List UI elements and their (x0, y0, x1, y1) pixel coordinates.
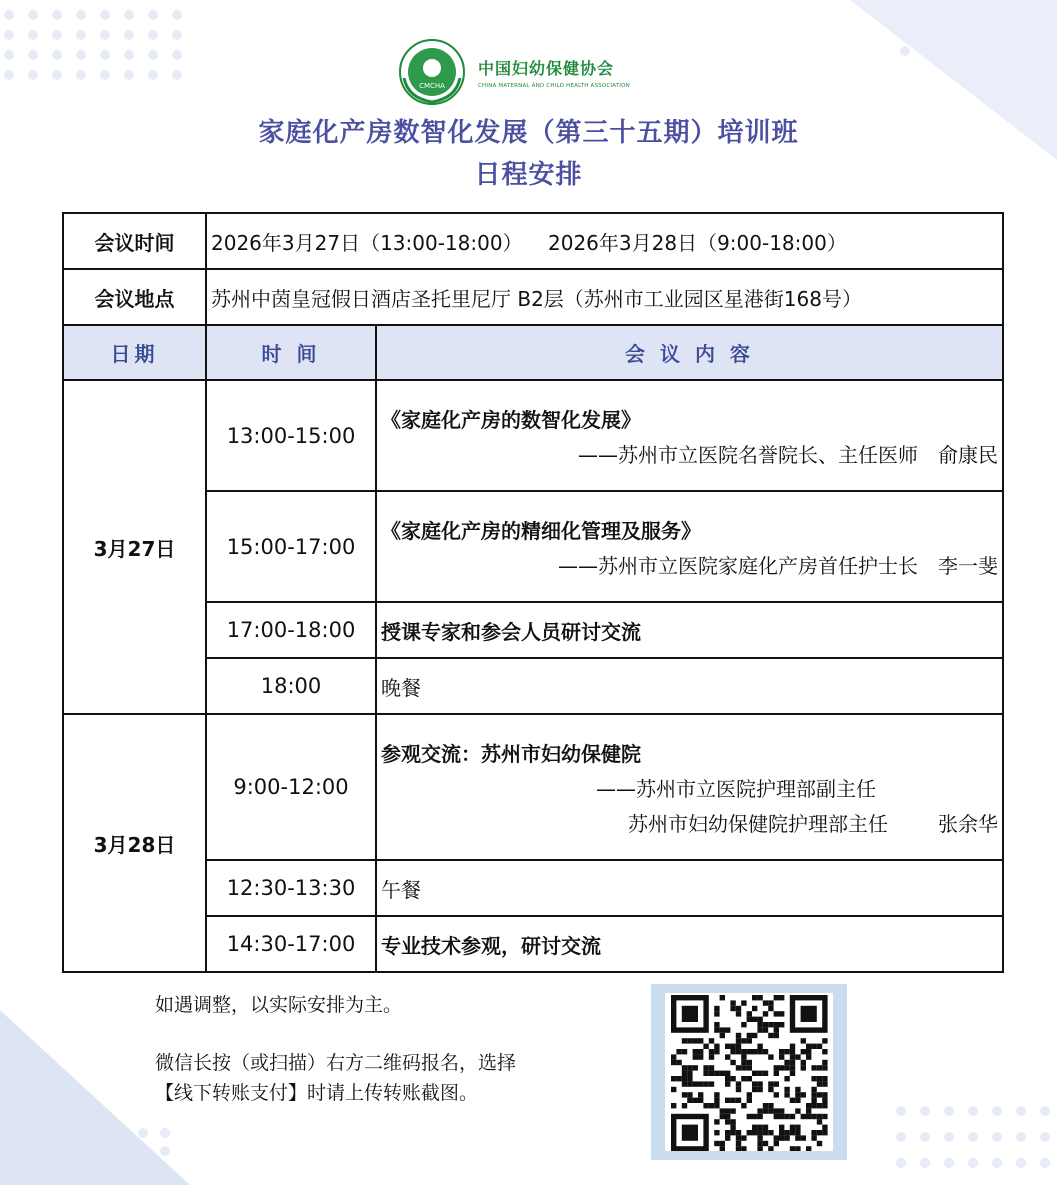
decor-dot (968, 1106, 978, 1116)
decor-dot (896, 1106, 906, 1116)
session-speaker-line1: ——苏州市立医院护理部副主任 (596, 776, 876, 801)
decor-dot (124, 10, 134, 20)
decor-dot (148, 30, 158, 40)
decor-dot (124, 30, 134, 40)
session-content: 授课专家和参会人员研讨交流 (376, 602, 1003, 658)
session-time: 9:00-12:00 (206, 714, 376, 860)
emblem-text: CMCHA (419, 82, 445, 90)
session-time: 13:00-15:00 (206, 380, 376, 491)
decor-dot (1016, 1106, 1026, 1116)
decor-dot (148, 70, 158, 80)
decor-dot (896, 1158, 906, 1168)
header-time: 时 间 (206, 325, 376, 380)
decor-dot (52, 50, 62, 60)
decor-dot (148, 50, 158, 60)
session-time: 18:00 (206, 658, 376, 714)
table-header-row (63, 325, 1003, 380)
schedule-table (62, 212, 1004, 973)
session-speaker-line2 (381, 808, 998, 837)
decor-dot (920, 1132, 930, 1142)
page-title: 家庭化产房数智化发展（第三十五期）培训班 (258, 118, 799, 148)
decor-dot (944, 1132, 954, 1142)
decor-dot (28, 30, 38, 40)
decor-dot (944, 1106, 954, 1116)
session-content: 晚餐 (376, 658, 1003, 714)
day1-date: 3月27日 (63, 380, 206, 714)
session-topic: 参观交流：苏州市妇幼保健院 (381, 741, 641, 766)
info-row-place (63, 269, 1003, 325)
table-row (63, 714, 1003, 860)
decor-dot (76, 70, 86, 80)
decor-dot (992, 1132, 1002, 1142)
meeting-time-value: 2026年3月27日（13:00-18:00） 2026年3月28日（9:00-18:00） (206, 213, 1003, 269)
logo-name-en: CHINA MATERNAL AND CHILD HEALTH ASSOCIATION (478, 82, 630, 89)
session-topic: 《家庭化产房的数智化发展》 (381, 407, 641, 432)
session-speaker: ——苏州市立医院家庭化产房首任护士长 李一斐 (558, 553, 998, 578)
decor-dot (4, 50, 14, 60)
decor-dot (920, 1158, 930, 1168)
decor-dot (100, 10, 110, 20)
decor-dot (100, 70, 110, 80)
day2-date: 3月28日 (63, 714, 206, 972)
decor-dot (992, 1106, 1002, 1116)
info-row-time (63, 213, 1003, 269)
decor-dot (920, 1106, 930, 1116)
decor-dot (992, 1158, 1002, 1168)
decor-dot (4, 10, 14, 20)
meeting-place-label: 会议地点 (63, 269, 206, 325)
decor-dot (100, 50, 110, 60)
decor-dot (76, 30, 86, 40)
decor-dot (968, 1158, 978, 1168)
decor-dot (52, 30, 62, 40)
decor-dot (28, 50, 38, 60)
decor-dot (76, 10, 86, 20)
decor-dot (1040, 1106, 1050, 1116)
speaker-title: 苏州市妇幼保健院护理部主任 (628, 811, 888, 836)
session-content: 午餐 (376, 860, 1003, 916)
decor-dot (1016, 1158, 1026, 1168)
session-content (376, 491, 1003, 602)
decor-dot (172, 50, 182, 60)
decor-dot (28, 70, 38, 80)
decor-dot (1040, 1132, 1050, 1142)
decor-dot (28, 10, 38, 20)
association-emblem-icon (398, 38, 466, 106)
meeting-place-value: 苏州中茵皇冠假日酒店圣托里尼厅 B2层（苏州市工业园区星港街168号） (206, 269, 1003, 325)
decor-dot (52, 70, 62, 80)
decor-dot (968, 1132, 978, 1142)
logo-name-cn: 中国妇幼保健协会 (478, 58, 615, 78)
decor-dot (148, 10, 158, 20)
note-registration-2: 【线下转账支付】时请上传转账截图。 (155, 1082, 479, 1104)
decor-dot (124, 50, 134, 60)
session-topic: 《家庭化产房的精细化管理及服务》 (381, 518, 701, 543)
session-time: 15:00-17:00 (206, 491, 376, 602)
decor-dot (4, 30, 14, 40)
decor-dot (172, 70, 182, 80)
decor-dot (76, 50, 86, 60)
qr-code-icon (665, 993, 833, 1151)
meeting-time-label: 会议时间 (63, 213, 206, 269)
decor-dots-top-left (4, 10, 196, 90)
table-row (63, 380, 1003, 491)
session-time: 14:30-17:00 (206, 916, 376, 972)
page-subtitle: 日程安排 (474, 160, 583, 190)
footer-notes (155, 990, 516, 1108)
registration-qr-code[interactable] (651, 984, 847, 1160)
header-content: 会 议 内 容 (376, 325, 1003, 380)
association-logo (398, 38, 630, 106)
decor-dot (124, 70, 134, 80)
decor-dot (52, 10, 62, 20)
note-adjustment: 如遇调整，以实际安排为主。 (155, 994, 403, 1016)
session-content (376, 380, 1003, 491)
decor-dot (100, 30, 110, 40)
decor-dot (896, 1132, 906, 1142)
session-content (376, 714, 1003, 860)
speaker-name: 张余华 (938, 811, 998, 836)
note-registration-1: 微信长按（或扫描）右方二维码报名，选择 (155, 1052, 517, 1074)
session-time: 17:00-18:00 (206, 602, 376, 658)
decor-dot (172, 30, 182, 40)
decor-dots-bottom-right (896, 1106, 1057, 1184)
session-content: 专业技术参观，研讨交流 (376, 916, 1003, 972)
decor-dot (944, 1158, 954, 1168)
session-time: 12:30-13:30 (206, 860, 376, 916)
decor-dot (1040, 1158, 1050, 1168)
decor-dot (4, 70, 14, 80)
decor-dot (1016, 1132, 1026, 1142)
session-speaker: ——苏州市立医院名誉院长、主任医师 俞康民 (578, 442, 998, 467)
header-date: 日期 (63, 325, 206, 380)
decor-dot (172, 10, 182, 20)
